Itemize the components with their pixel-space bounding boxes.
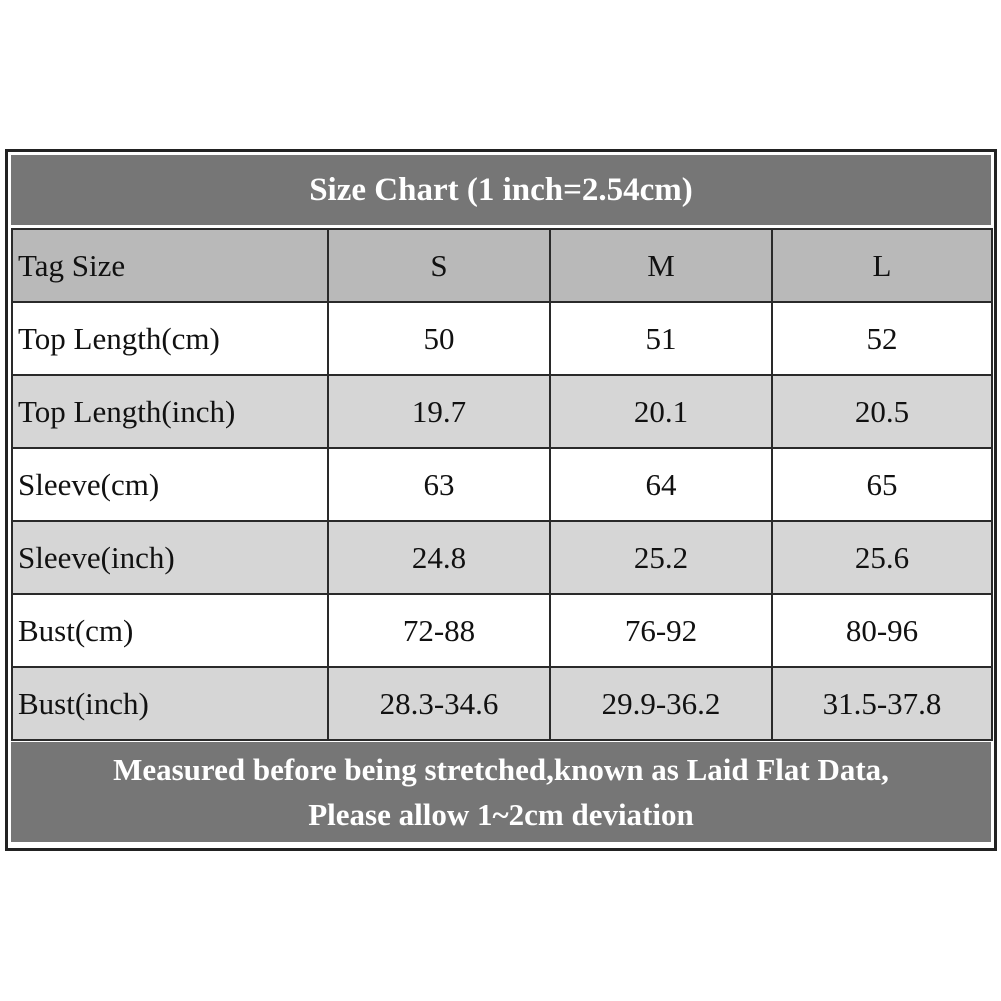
measurement-note [11, 742, 991, 842]
measurement-note-line-1: Measured before being stretched,known as Laid Flat Data, [113, 752, 889, 787]
table-row [12, 302, 992, 375]
table-cell: 28.3-34.6 [328, 667, 550, 740]
size-column-m: M [550, 229, 772, 302]
table-cell: 25.6 [772, 521, 992, 594]
table-cell: 25.2 [550, 521, 772, 594]
table-row [12, 521, 992, 594]
table-row [12, 375, 992, 448]
table-cell: 24.8 [328, 521, 550, 594]
table-cell: 52 [772, 302, 992, 375]
size-table [11, 228, 993, 741]
row-label: Sleeve(inch) [12, 521, 328, 594]
size-column-l: L [772, 229, 992, 302]
table-cell: 76-92 [550, 594, 772, 667]
table-cell: 31.5-37.8 [772, 667, 992, 740]
row-label: Bust(inch) [12, 667, 328, 740]
table-cell: 51 [550, 302, 772, 375]
table-cell: 80-96 [772, 594, 992, 667]
tag-size-label: Tag Size [12, 229, 328, 302]
table-row [12, 594, 992, 667]
table-cell: 29.9-36.2 [550, 667, 772, 740]
table-cell: 65 [772, 448, 992, 521]
table-cell: 64 [550, 448, 772, 521]
size-chart [5, 149, 997, 851]
table-cell: 72-88 [328, 594, 550, 667]
table-cell: 50 [328, 302, 550, 375]
row-label: Sleeve(cm) [12, 448, 328, 521]
size-column-s: S [328, 229, 550, 302]
chart-title: Size Chart (1 inch=2.54cm) [11, 155, 991, 225]
table-cell: 20.5 [772, 375, 992, 448]
row-label: Top Length(cm) [12, 302, 328, 375]
table-row [12, 667, 992, 740]
table-cell: 63 [328, 448, 550, 521]
table-row [12, 448, 992, 521]
table-cell: 20.1 [550, 375, 772, 448]
measurement-note-line-2: Please allow 1~2cm deviation [308, 797, 694, 832]
row-label: Top Length(inch) [12, 375, 328, 448]
row-label: Bust(cm) [12, 594, 328, 667]
table-header-row [12, 229, 992, 302]
table-cell: 19.7 [328, 375, 550, 448]
